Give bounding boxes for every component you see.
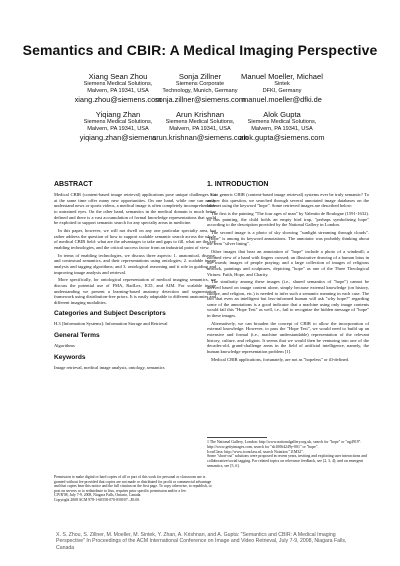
footnote: IconClass: http://www.iconclass.nl, search Notation "11M32". bbox=[207, 449, 304, 454]
paper-title: Semantics and CBIR: A Medical Imaging Perspective bbox=[22, 42, 378, 58]
abstract-paragraph: More specifically, for ontological representation of medical imaging semantics, we discuss the potential use of FMA, RadLex, ICD, and AIM. For scalable image understanding we present a learning-based anatomy detection and segmentation framework using distribution-free priors. It is easily adaptable to different anatomies and different imaging modalities. bbox=[54, 277, 216, 305]
intro-paragraph: Can generic CBIR (content-based image retrieval) systems ever be truly semantic? To answer this question, we searched through several annotated image databases on the Internet using the keyword "hope". Some retrieved images are described below: bbox=[207, 192, 369, 209]
abstract-paragraph: In this paper, however, we will not dwell on any one particular specialty area, but rather address the question of how to support scalable semantic search across the whole of medical CBIR field: what are the advantages to take and gaps to fill, what are the key enabling technologies, and the critical success factor from an industrial point of view. bbox=[54, 227, 216, 250]
footnote-divider bbox=[207, 437, 267, 438]
author-name: Sonja Zillner bbox=[178, 72, 222, 81]
categories-heading: Categories and Subject Descriptors bbox=[54, 310, 166, 318]
copyright-notice bbox=[54, 475, 216, 503]
introduction-heading: 1. INTRODUCTION bbox=[207, 181, 269, 188]
keywords-heading: Keywords bbox=[54, 353, 86, 361]
copyright-permission: Permission to make digital or hard copies of all or part of this work for personal or classroom use is granted without fee provided that copies are not made or distributed for profit or commercial advantage and that copies bear this notice and the full citation on the first page. To copy otherwise, to republish, to post on servers or to redistribute to lists, requires prior specific permission and/or a fee. bbox=[54, 475, 212, 493]
copyright-venue: CIVR'08, July 7-9, 2008, Niagara Falls, Ontario, Canada. bbox=[54, 493, 142, 498]
author-block bbox=[217, 72, 347, 104]
author-affiliation: Siemens Medical Solutions, bbox=[83, 119, 153, 125]
author-name: Arun Krishnan bbox=[175, 110, 225, 119]
author-email: arun.krishnan@siemens.com bbox=[152, 133, 248, 142]
author-affiliation: Siemens Medical Solutions, bbox=[247, 119, 317, 125]
keywords-text: Image retrieval, medical image analysis, ontology, semantics bbox=[54, 364, 165, 370]
intro-paragraph: The similarity among these images (i.e., shared semantics of "hope") cannot be derived based on image content alone, simply because external knowledge (on history, culture, and religion, etc.) is needed to infer such a semantic meaning in each case. The fact that even an intelligent but less-informed human will ask "why hope?" regarding some of the annotations is a good indicator that a machine using only image contents would fail this "Hope Test" as well, i.e., fail to recognize the hidden message of "hope" in these images. bbox=[207, 279, 369, 319]
author-affiliation: Malvern, PA 19341, USA bbox=[169, 126, 231, 132]
general-terms-heading: General Terms bbox=[54, 332, 100, 340]
citation-footer: X. S. Zhou, S. Zillner, M. Moeller, M. Sintek, Y. Zhan, A. Krishnan, and A. Gupta: "Semantics and CBIR: A Medical Imaging Perspective" In Proceedings of the ACM International Conference on Image and Video Retrieval, July 7-9, 2008, Niagara Falls, Canada bbox=[56, 532, 347, 551]
abstract-heading: ABSTRACT bbox=[54, 181, 93, 188]
categories-text: H.3 [Information Systems]: Information Storage and Retrieval bbox=[54, 321, 168, 327]
footnotes bbox=[207, 437, 369, 469]
author-email: manuel.moeller@dfki.de bbox=[242, 95, 322, 104]
author-email: xiang.zhou@siemens.com bbox=[74, 95, 162, 104]
author-email: alok.gupta@siemens.com bbox=[239, 133, 325, 142]
abstract-paragraph: In terms of enabling technologies, we discuss three aspects: 1. anatomical, disease, and contextual semantics, and their representations using ontologies; 2. scalable image analysis and tagging algorithms; and 3. ontological reasoning and it role in guiding and improving image analysis and retrieval. bbox=[54, 252, 216, 275]
author-affiliation: DFKI, Germany bbox=[262, 88, 302, 94]
author-affiliation: Malvern, PA 19341, USA bbox=[87, 126, 149, 132]
intro-paragraph: The second image is a photo of sky showing "sunlight streaming through clouds". "Hope" is among its keyword annotations. The annotator was probably thinking about the term "silver lining". bbox=[207, 229, 369, 247]
author-affiliation: Sintek bbox=[274, 81, 290, 87]
footnote: http://www.gettyimages.com, search for "sb10064249y-001" or "hope". bbox=[207, 444, 319, 449]
author-name: Yiqiang Zhan bbox=[95, 110, 141, 119]
author-affiliation: Malvern, PA 19341, USA bbox=[87, 88, 149, 94]
author-email: sonja.zillner@siemens.com bbox=[154, 95, 246, 104]
author-name: Xiang Sean Zhou bbox=[88, 72, 148, 81]
intro-paragraph: Alternatively, we can broaden the concept of CBIR to allow the incorporation of external knowledge. However, to pass the "Hope Test", we would need to build up an extensive and formal (i.e., machine understandable) representation of the relevant history, culture, and religion. It seems that we would then be venturing into one of the decades-old, grand-challenge areas in the field of artificial intelligence, namely, the human knowledge representation problem [1]. bbox=[207, 320, 369, 355]
abstract-paragraph: Medical CBIR (content-based image retrieval) applications pose unique challenges but at the same time offer many new opportunities. On one hand, while one can easily understand news or sports videos, a medical image is often completely incomprehensible to untrained eyes. On the other hand, semantics in the medical domain is much better defined and there is a vast accumulation of formal knowledge representations that could be exploited to support semantic search for any specialty areas in medicine. bbox=[54, 192, 216, 226]
intro-paragraph: Medical CBIR applications, fortunately, are not as "hopeless" or ill-defined. bbox=[211, 356, 350, 362]
left-column bbox=[54, 180, 216, 372]
author-affiliation: Siemens Medical Solutions, bbox=[165, 119, 235, 125]
copyright-line: Copyright 2008 ACM 978-1-60558-070-8/08/07...$5.00. bbox=[54, 497, 141, 502]
author-name: Alok Gupta bbox=[263, 110, 301, 119]
general-terms-text: Algorithms bbox=[54, 343, 75, 349]
intro-paragraph: The first is the painting "The four ages of man" by Valentin de Boulogne (1591-1632). In this painting, the child holds an empty bird trap, "perhaps symbolizing hope" according to the description provided by the National Gallery in London. bbox=[207, 210, 369, 228]
author-email: yiqiang.zhan@siemens bbox=[79, 133, 157, 142]
author-affiliation: Malvern, PA 19341, USA bbox=[251, 126, 313, 132]
intro-paragraph: Other images that bear an annotation of "hope" include a photo of a windmill; a zoomed view of a hand with fingers crossed; an illustrative drawing of a human lotus in the womb; images of people praying; and a large collection of images of religious artwork, paintings and sculptures, depicting "hope" as one of the Three Theological Virtues: Faith, Hope, and Charity. bbox=[207, 248, 369, 277]
footnote: 1 The National Gallery, London: http://www.nationalgallery.org.uk, search for "hope" or "ng4919". bbox=[207, 440, 362, 444]
author-affiliation: Siemens Medical Solutions, bbox=[83, 81, 153, 87]
footnote: Some "short-cut" solutions were proposed in recent years, inviting and exploiting user interactions and collaborative/social tagging. For related topics on relevance feedback, see [2, 3, 4]; and on emergent semantics, see [5, 6]. bbox=[207, 454, 367, 468]
author-name: Manuel Moeller, Michael bbox=[241, 72, 323, 81]
author-block bbox=[217, 110, 347, 142]
author-affiliation: Siemens Corporate bbox=[175, 81, 225, 87]
author-affiliation: Technology, Munich, Germany bbox=[162, 88, 238, 94]
right-column bbox=[207, 180, 369, 364]
